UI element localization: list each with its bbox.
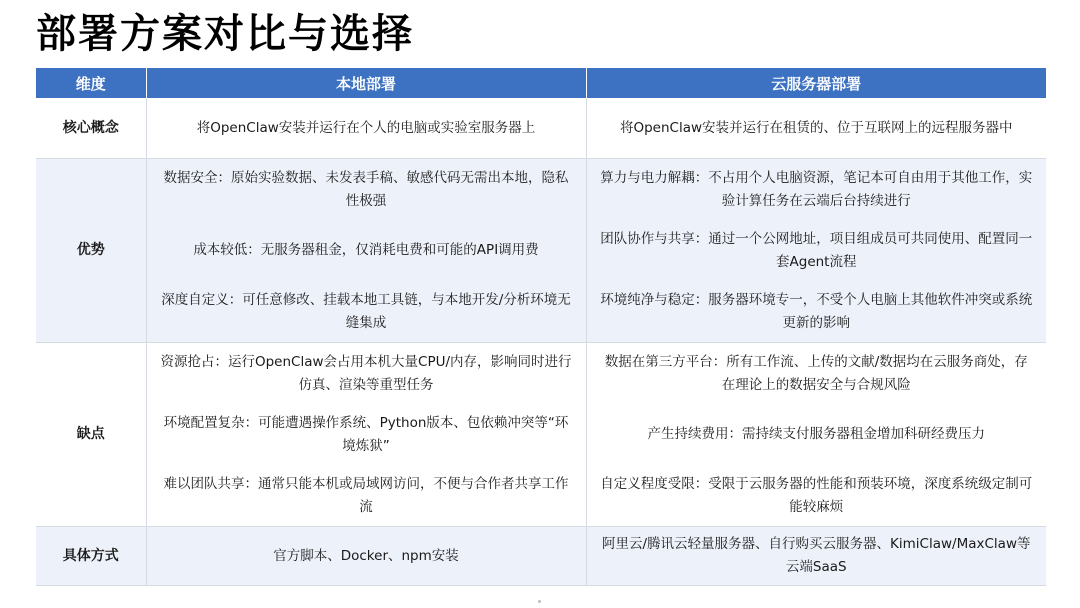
header-cloud: 云服务器部署 bbox=[586, 68, 1046, 98]
row-label: 核心概念 bbox=[36, 98, 146, 159]
cloud-disadvantage-item: 数据在第三方平台：所有工作流、上传的文献/数据均在云服务商处，存在理论上的数据安全与合规风险 bbox=[604, 353, 1028, 393]
cloud-cell bbox=[586, 527, 1046, 586]
local-cell bbox=[146, 98, 586, 159]
local-core-text: 将OpenClaw安装并运行在个人的电脑或实验室服务器上 bbox=[196, 119, 536, 136]
page-title: 部署方案对比与选择 bbox=[36, 11, 414, 57]
local-cell bbox=[146, 159, 586, 343]
local-disadvantage-item: 资源抢占：运行OpenClaw会占用本机大量CPU/内存，影响同时进行仿真、渲染等重型任务 bbox=[160, 353, 572, 393]
footer-dot bbox=[538, 600, 541, 603]
local-advantage-item: 数据安全：原始实验数据、未发表手稿、敏感代码无需出本地，隐私性极强 bbox=[163, 169, 569, 209]
local-method-text: 官方脚本、Docker、npm安装 bbox=[273, 547, 459, 564]
cloud-advantage-item: 算力与电力解耦：不占用个人电脑资源，笔记本可自由用于其他工作，实验计算任务在云端后台持续进行 bbox=[600, 169, 1033, 209]
cloud-core-text: 将OpenClaw安装并运行在租赁的、位于互联网上的远程服务器中 bbox=[619, 119, 1013, 136]
local-advantage-item: 深度自定义：可任意修改、挂载本地工具链，与本地开发/分析环境无缝集成 bbox=[161, 291, 571, 331]
row-label: 具体方式 bbox=[36, 527, 146, 586]
cloud-cell bbox=[586, 343, 1046, 527]
cloud-method-text: 阿里云/腾讯云轻量服务器、自行购买云服务器、KimiClaw/MaxClaw等云端SaaS bbox=[602, 536, 1031, 575]
cloud-advantage-item: 环境纯净与稳定：服务器环境专一，不受个人电脑上其他软件冲突或系统更新的影响 bbox=[600, 291, 1033, 331]
local-disadvantage-item: 难以团队共享：通常只能本机或局域网访问，不便与合作者共享工作流 bbox=[163, 475, 569, 515]
cloud-advantage-item: 团队协作与共享：通过一个公网地址，项目组成员可共同使用、配置同一套Agent流程 bbox=[600, 230, 1033, 270]
header-dimension: 维度 bbox=[36, 68, 146, 98]
header-local: 本地部署 bbox=[146, 68, 586, 98]
cloud-disadvantage-item: 自定义程度受限：受限于云服务器的性能和预装环境，深度系统级定制可能较麻烦 bbox=[600, 475, 1033, 515]
table-row-advantages bbox=[36, 159, 1046, 343]
cloud-cell bbox=[586, 98, 1046, 159]
local-cell bbox=[146, 343, 586, 527]
row-label: 缺点 bbox=[36, 343, 146, 527]
cloud-cell bbox=[586, 159, 1046, 343]
row-label: 优势 bbox=[36, 159, 146, 343]
table-row-methods bbox=[36, 527, 1046, 586]
table-row-disadvantages bbox=[36, 343, 1046, 527]
cloud-disadvantage-item: 产生持续费用：需持续支付服务器租金增加科研经费压力 bbox=[647, 426, 985, 442]
table-header-row bbox=[36, 68, 1046, 98]
local-advantage-item: 成本较低：无服务器租金，仅消耗电费和可能的API调用费 bbox=[193, 242, 539, 258]
local-disadvantage-item: 环境配置复杂：可能遭遇操作系统、Python版本、包依赖冲突等“环境炼狱” bbox=[163, 414, 569, 454]
local-cell bbox=[146, 527, 586, 586]
comparison-table bbox=[36, 68, 1046, 586]
table-row-core-concept bbox=[36, 98, 1046, 159]
